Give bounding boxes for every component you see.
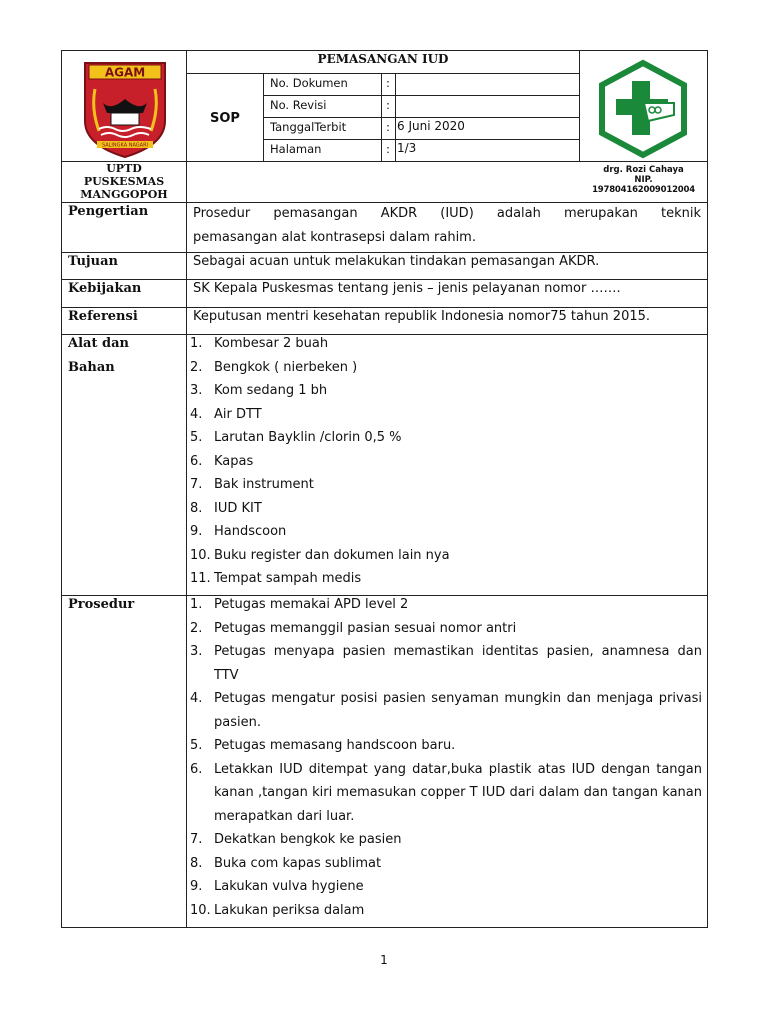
list-item-number: 5. [190,430,203,445]
list-item [190,497,702,521]
list-item [190,473,702,497]
list-item-number: 7. [190,477,203,492]
page-number: 1 [380,953,388,967]
list-item-text: Bak instrument [214,477,314,492]
list-item-number: 2. [190,620,203,636]
list-item-text: Petugas mengatur posisi pasien senyaman mungkin dan menjaga privasi pasien. [214,691,702,730]
list-item [190,593,702,617]
list-item-number: 9. [190,524,203,539]
list-item [190,617,702,641]
header-table [61,50,708,203]
meta-colon: : [386,120,390,134]
organization-name: UPTD PUSKESMAS MANGGOPOH [80,162,168,201]
list-item [190,875,702,899]
list-item-text: Petugas memasang handscoon baru. [214,738,456,753]
list-item [190,332,702,356]
list-item-text: Tempat sampah medis [214,571,362,586]
list-item [190,899,702,923]
list-item [190,640,702,687]
list-item [190,426,702,450]
text-pengertian: Prosedur pemasangan AKDR (IUD) adalah merupakan teknik pemasangan alat kontrasepsi dalam rahim. [193,206,701,245]
document-title: PEMASANGAN IUD [317,52,449,66]
meta-label-halaman: Halaman [270,142,322,156]
list-item-number: 2. [190,359,203,375]
list-item-text: Petugas memanggil pasian sesuai nomor antri [214,620,517,636]
alat-bahan-list [190,332,702,591]
logo-text: AGAM [104,65,146,80]
meta-colon: : [386,76,390,90]
meta-label-tanggal-terbit: TanggalTerbit [270,120,347,134]
meta-value-halaman: 1/3 [397,141,417,155]
meta-value-tanggal-terbit: 6 Juni 2020 [397,119,465,133]
list-item-text: Lakukan periksa dalam [214,902,365,918]
label-alat-dan: Alat dan [68,336,129,351]
puskesmas-logo-icon [594,59,692,159]
list-item-number: 4. [190,406,203,422]
label-bahan: Bahan [68,360,115,375]
signatory-nip-label: NIP. [634,175,653,185]
list-item-text: Air DTT [214,406,262,422]
meta-label-no-dokumen: No. Dokumen [270,76,348,90]
label-kebijakan: Kebijakan [68,281,142,296]
list-item-number: 4. [190,691,203,706]
list-item [190,544,702,568]
meta-label-no-revisi: No. Revisi [270,98,327,112]
list-item-number: 10. [190,547,211,563]
list-item-number: 5. [190,738,203,753]
list-item [190,520,702,544]
list-item-number: 6. [190,453,203,469]
list-item-text: Dekatkan bengkok ke pasien [214,832,402,847]
list-item-text: Larutan Bayklin /clorin 0,5 % [214,430,402,445]
list-item-text: Kom sedang 1 bh [214,383,328,398]
list-item-text: Letakkan IUD ditempat yang datar,buka plastik atas IUD dengan tangan kanan ,tangan kiri memasukan copper T IUD dari dalam dan tangan kanan merapatkan dari luar. [214,761,702,824]
list-item-number: 3. [190,644,203,659]
list-item-text: Petugas memakai APD level 2 [214,597,409,612]
signatory-block [579,165,708,195]
signatory-name: drg. Rozi Cahaya [603,165,684,175]
list-item-text: Lakukan vulva hygiene [214,879,364,894]
list-item-number: 11. [190,571,211,586]
text-referensi: Keputusan mentri kesehatan republik Indonesia nomor75 tahun 2015. [193,309,651,324]
list-item-text: Handscoon [214,524,287,539]
list-item-text: Kapas [214,453,254,469]
meta-colon: : [386,142,390,156]
list-item-text: Kombesar 2 buah [214,336,329,351]
list-item [190,567,702,591]
label-referensi: Referensi [68,309,138,324]
list-item [190,379,702,403]
list-item-number: 8. [190,500,203,516]
list-item [190,828,702,852]
list-item [190,403,702,427]
text-kebijakan: SK Kepala Puskesmas tentang jenis – jenis pelayanan nomor ……. [193,281,621,296]
list-item-text: Buka com kapas sublimat [214,855,382,871]
list-item-number: 6. [190,761,203,777]
list-item-number: 1. [190,336,203,351]
text-tujuan: Sebagai acuan untuk melakukan tindakan pemasangan AKDR. [193,254,600,269]
label-pengertian: Pengertian [68,204,149,219]
list-item-text: Buku register dan dokumen lain nya [214,547,450,563]
prosedur-list [190,593,702,922]
list-item-number: 8. [190,855,203,871]
list-item-number: 9. [190,879,203,894]
list-item [190,852,702,876]
list-item-text: Bengkok ( nierbeken ) [214,359,358,375]
meta-colon: : [386,98,390,112]
list-item [190,758,702,829]
list-item-number: 3. [190,383,203,398]
content-table [61,202,708,928]
sop-label: SOP [210,111,240,126]
agam-coat-of-arms-icon [81,59,169,159]
logo-motto: SALINGKA NAGARI [101,142,149,149]
label-tujuan: Tujuan [68,254,118,269]
list-item-number: 1. [190,597,203,612]
list-item-text: IUD KIT [214,500,262,516]
signatory-nip: 197804162009012004 [592,185,695,195]
list-item-number: 10. [190,902,211,918]
list-item [190,356,702,380]
list-item [190,687,702,734]
list-item-number: 7. [190,832,203,847]
list-item-text: Petugas menyapa pasien memastikan identitas pasien, anamnesa dan TTV [214,644,702,683]
list-item [190,734,702,758]
label-prosedur: Prosedur [68,597,135,612]
list-item [190,450,702,474]
